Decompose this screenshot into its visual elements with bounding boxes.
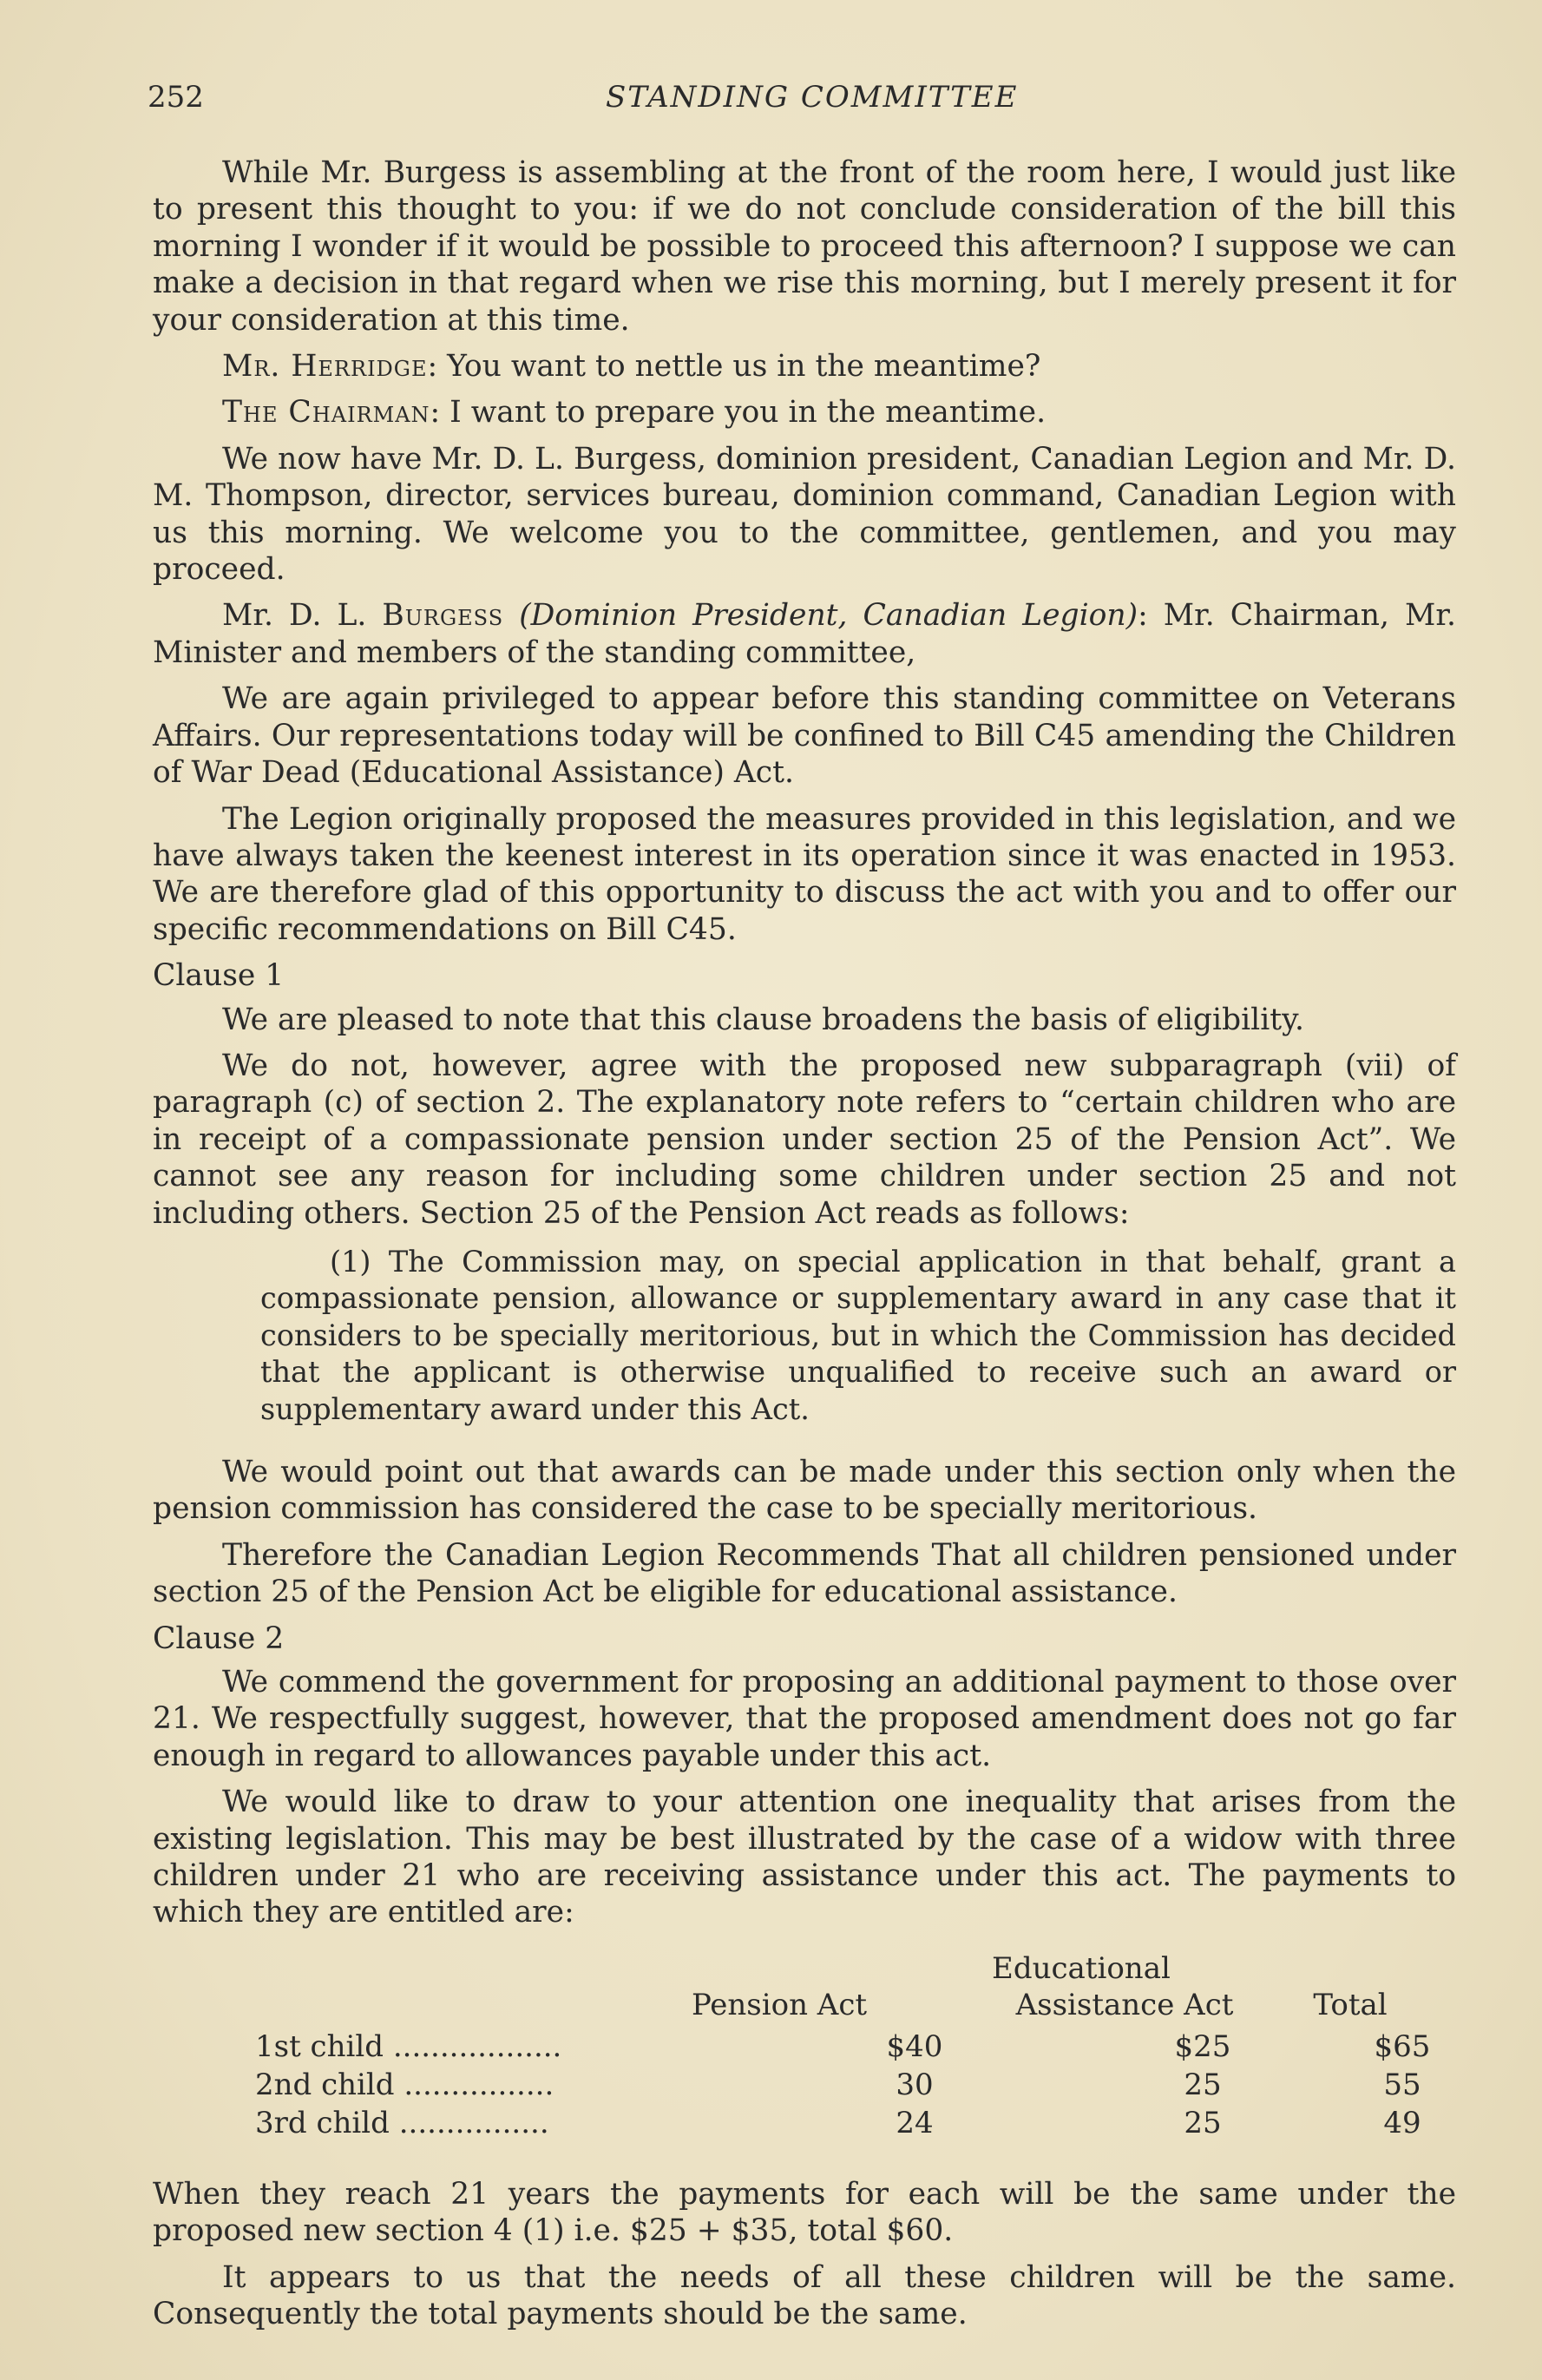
speaker-title: (Dominion President, Canadian Legion)	[519, 598, 1138, 634]
leader-dots: ..................	[384, 2028, 562, 2064]
clause-heading-1: Clause 1	[153, 958, 285, 994]
speech-text: : You want to nettle us in the meantime?	[427, 349, 1041, 385]
leader-dots: ................	[389, 2105, 549, 2140]
paragraph-inequality: We would like to draw to your attention one inequality that arises from the existing legislation. This may be best illustrated by the case of a widow with three children under 21 who are receiving assistance under this act. The payments to which they are entitled are:	[153, 1785, 1456, 1930]
speaker-name: The Chairman	[222, 395, 430, 431]
cell-pension: $40	[886, 2028, 943, 2064]
paragraph-burgess	[153, 597, 1456, 671]
row-label: 2nd child	[255, 2067, 395, 2102]
row-label: 1st child	[255, 2028, 384, 2064]
paragraph-introduction: We now have Mr. D. L. Burgess, dominion president, Canadian Legion and Mr. D. M. Thompson, director, services bureau, dominion command, Canadian Legion with us this morning. We welcome you to the committee, gentlemen, and you may proceed.	[153, 441, 1456, 588]
cell-pension: 24	[896, 2105, 934, 2140]
paragraph-privileged: We are again privileged to appear before this standing committee on Veterans Affairs. Our representations today will be confined to Bill C45 amending the Children of War Dead (Educational Assistance) Act.	[153, 681, 1456, 791]
cell-total: 49	[1383, 2105, 1421, 2140]
speech-text: : I want to prepare you in the meantime.	[430, 395, 1047, 431]
leader-dots: ................	[394, 2067, 554, 2102]
speaker-name: Mr. Herridge	[222, 349, 428, 385]
paragraph-subparagraph: We do not, however, agree with the proposed new subparagraph (vii) of paragraph (c) of section 2. The explanatory note refers to “certain children who are in receipt of a compassionate pension under section 25 of the Pension Act”. We cannot see any reason for including some children under section 25 and not including others. Section 25 of the Pension Act reads as follows:	[153, 1048, 1456, 1231]
clause-heading-2: Clause 2	[153, 1621, 285, 1656]
table-row	[255, 2067, 863, 2103]
cell-edu: 25	[1184, 2105, 1222, 2140]
paragraph-herridge	[153, 348, 1456, 385]
speech-text: : Mr. Chairman, Mr. Minister and members of the standing committee,	[153, 598, 1456, 670]
page-number: 252	[148, 80, 204, 115]
paragraph-awards: We would point out that awards can be made under this section only when the pension commission has considered the case to be specially meritorious.	[153, 1455, 1456, 1527]
cell-edu: 25	[1184, 2067, 1222, 2102]
cell-edu: $25	[1174, 2028, 1231, 2064]
table-row	[255, 2028, 863, 2065]
paragraph-eligibility: We are pleased to note that this clause broadens the basis of eligibility.	[222, 1002, 1304, 1037]
paragraph-conclusion: It appears to us that the needs of all these children will be the same. Consequently the total payments should be the same.	[153, 2259, 1456, 2332]
cell-total: $65	[1374, 2028, 1431, 2064]
running-head: STANDING COMMITTEE	[606, 80, 1019, 115]
row-label: 3rd child	[255, 2105, 390, 2140]
table-row	[255, 2105, 863, 2141]
cell-total: 55	[1383, 2067, 1421, 2102]
paragraph-recommendation: Therefore the Canadian Legion Recommends That all children pensioned under section 25 of the Pension Act be eligible for educational assistance.	[153, 1537, 1456, 1610]
quoted-section-25: (1) The Commission may, on special application in that behalf, grant a compassionate pension, allowance or supplementary award in any case that it considers to be specially meritorious, but in which the Commission has decided that the applicant is otherwise unqualified to receive such an award or supplementary award under this Act.	[260, 1244, 1456, 1426]
column-header-pension-act: Pension Act	[691, 1987, 868, 2022]
body-text	[153, 155, 1456, 2343]
speaker-name: Burgess	[382, 598, 504, 634]
cell-pension: 30	[896, 2067, 934, 2102]
column-header-edu-line2: Assistance Act	[1015, 1987, 1234, 2022]
paragraph-legion-proposed: The Legion originally proposed the measures provided in this legislation, and we have always taken the keenest interest in its operation since it was enacted in 1953. We are therefore glad of this opportunity to discuss the act with you and to offer our specific recommendations on Bill C45.	[153, 801, 1456, 947]
paragraph-reach-21: When they reach 21 years the payments for each will be the same under the proposed new section 4 (1) i.e. $25 + $35, total $60.	[153, 2176, 1456, 2249]
page-header	[148, 80, 1449, 123]
paragraph-commend: We commend the government for proposing an additional payment to those over 21. We respectfully suggest, however, that the proposed amendment does not go far enough in regard to allowances payable under this act.	[153, 1665, 1456, 1773]
paragraph-chairman	[153, 394, 1456, 431]
paragraph-chairman-remarks: While Mr. Burgess is assembling at the front of the room here, I would just like to present this thought to you: if we do not conclude consideration of the bill this morning I wonder if it would be possible to proceed this afternoon? I suppose we can make a decision in that regard when we rise this morning, but I merely present it for your consideration at this time.	[153, 155, 1456, 338]
payments-table: Educational Pension Act Assistance Act Total 1st child .................. $40 $25 $65 2nd child ................ 30 25 55 3rd child ................ 24 25 49	[153, 1950, 1456, 2159]
speaker-prefix: Mr. D. L.	[222, 598, 383, 634]
column-header-total: Total	[1313, 1987, 1388, 2022]
